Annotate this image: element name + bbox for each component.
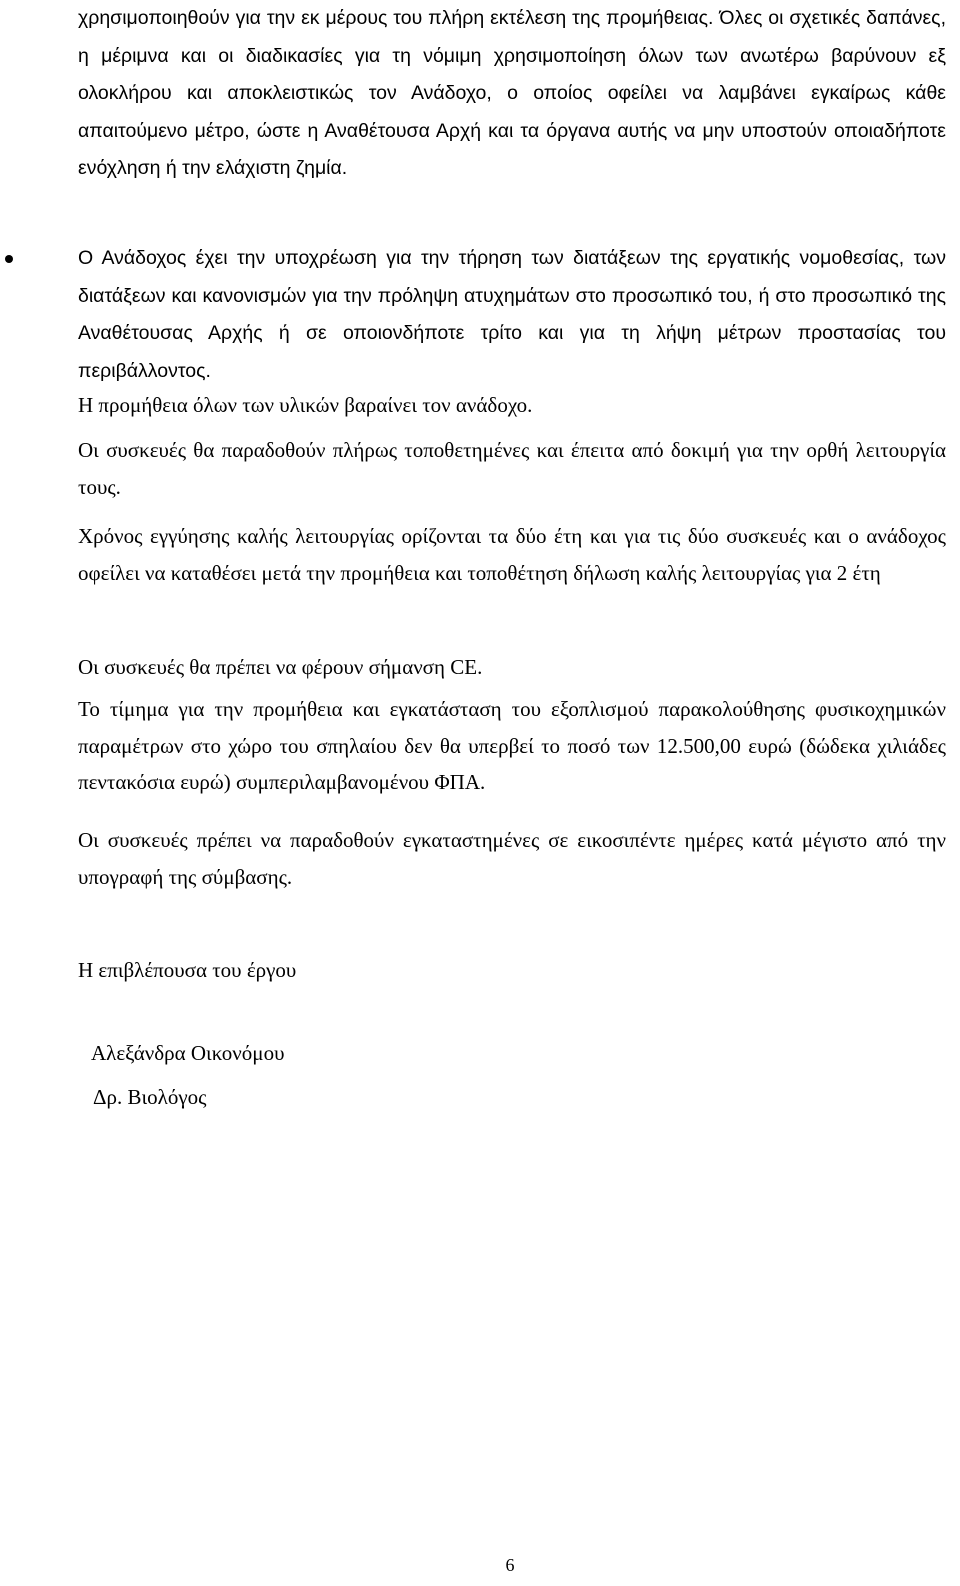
paragraph-materials: Η προμήθεια όλων των υλικών βαραίνει τον ανάδοχο. [78, 393, 533, 417]
page-number: 6 [505, 1555, 515, 1575]
signature-title: Δρ. Βιολόγος [93, 1085, 207, 1109]
signature-name: Αλεξάνδρα Οικονόμου [91, 1041, 285, 1065]
signature-role: Η επιβλέπουσα του έργου [78, 958, 297, 982]
bullet-icon [5, 255, 13, 263]
paragraph-ce-marking: Οι συσκευές θα πρέπει να φέρουν σήμανση CE. [78, 655, 483, 679]
paragraph-intro: χρησιμοποιηθούν για την εκ μέρους του πλήρη εκτέλεση της προμήθειας. Όλες οι σχετικές δαπάνες, η μέριμνα και οι διαδικασίες για τη νόμιμη χρησιμοποίηση όλων των ανωτέρω βαρύνουν εξ ολοκλήρου και αποκλειστικώς τον Ανάδοχο, ο οποίος οφείλει να λαμβάνει εγκαίρως κάθε απαιτούμενο μέτρο, ώστε η Αναθέτουσα Αρχή και τα όργανα αυτής να μην υποστούν οποιαδήποτε ενόχληση ή την ελάχιστη ζημία. [78, 7, 946, 179]
paragraph-delivery: Οι συσκευές πρέπει να παραδοθούν εγκαταστημένες σε εικοσιπέντε ημέρες κατά μέγιστο από την υπογραφή της σύμβασης. [78, 828, 946, 889]
paragraph-price: Το τίμημα για την προμήθεια και εγκατάσταση του εξοπλισμού παρακολούθησης φυσικοχημικών παραμέτρων στο χώρο του σπηλαίου δεν θα υπερβεί το ποσό των 12.500,00 ευρώ (δώδεκα χιλιάδες πεντακόσια ευρώ) συμπεριλαμβανομένου ΦΠΑ. [78, 697, 946, 794]
paragraph-device-installation: Οι συσκευές θα παραδοθούν πλήρως τοποθετημένες και έπειτα από δοκιμή για την ορθή λειτουργία τους. [78, 438, 946, 499]
paragraph-safety-obligations: Ο Ανάδοχος έχει την υποχρέωση για την τήρηση των διατάξεων της εργατικής νομοθεσίας, των διατάξεων και κανονισμών για την πρόληψη ατυχημάτων στο προσωπικό του, ή στο προσωπικό της Αναθέτουσας Αρχής ή σε οποιονδήποτε τρίτο και για τη λήψη μέτρων προστασίας του περιβάλλοντος. [78, 247, 946, 382]
paragraph-warranty: Χρόνος εγγύησης καλής λειτουργίας ορίζονται τα δύο έτη και για τις δύο συσκευές και ο ανάδοχος οφείλει να καταθέσει μετά την προμήθεια και τοποθέτηση δήλωση καλής λειτουργίας για 2 έτη [78, 524, 946, 585]
